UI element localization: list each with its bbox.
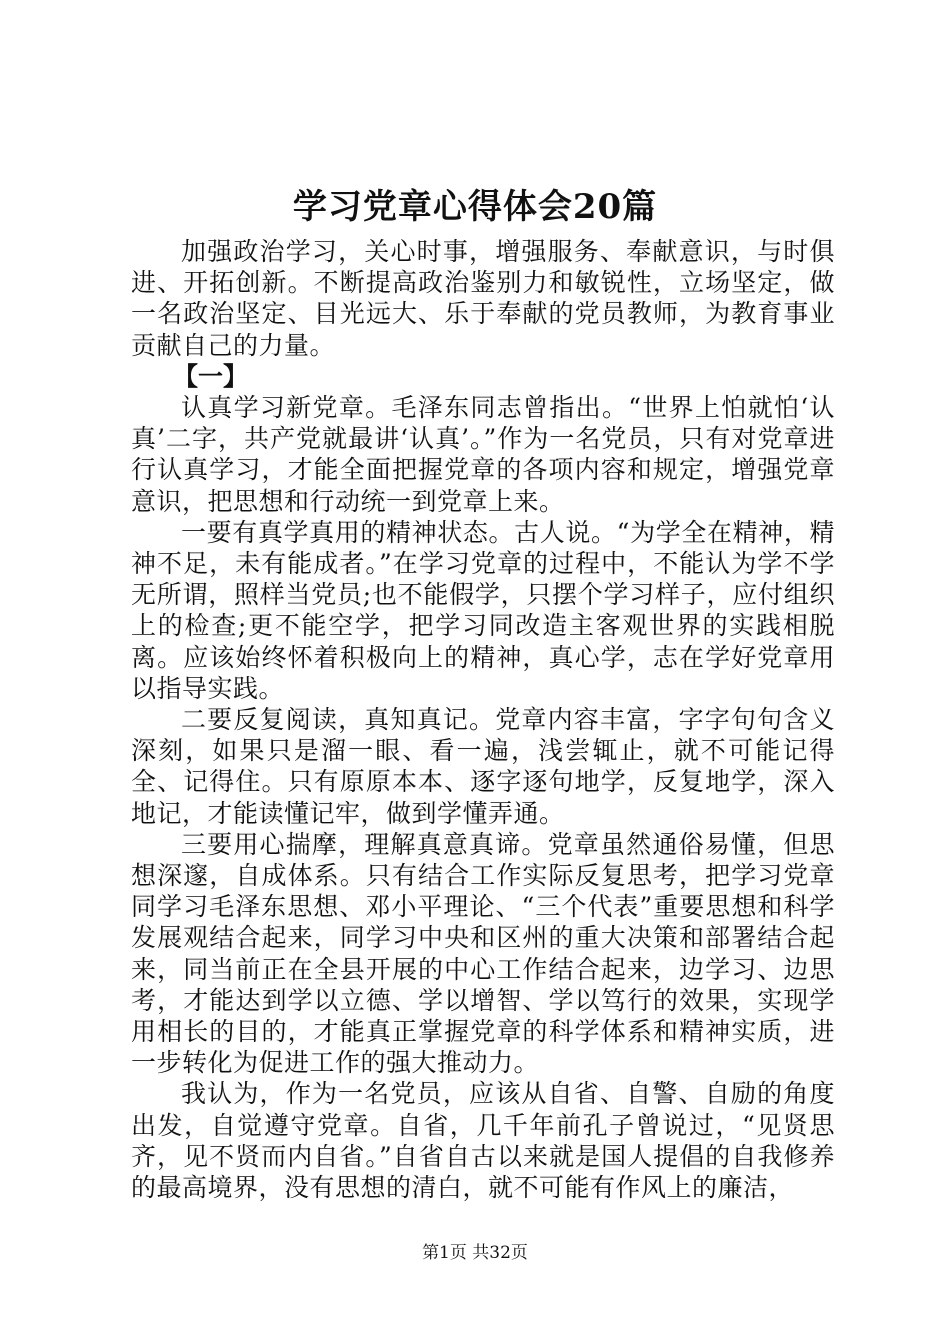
document-title: 学习党章心得体会20篇 [292,187,658,227]
paragraph-point-two: 二要反复阅读，真知真记。党章内容丰富，字字句句含义深刻，如果只是溜一眼、看一遍，浅尝辄止，就不可能记得全、记得住。只有原原本本、逐字逐句地学，反复地学，深入地记，才能读懂记牢，做到学懂弄通。 [131,705,835,828]
paragraph-self-reflection: 我认为，作为一名党员，应该从自省、自警、自励的角度出发，自觉遵守党章。自省，几千年前孔子曾说过，“见贤思齐，见不贤而内自省。”自省自古以来就是国人提倡的自我修养的最高境界，没有思想的清白，就不可能有作风上的廉洁， [131,1079,835,1203]
paragraph-point-three: 三要用心揣摩，理解真意真谛。党章虽然通俗易懂，但思想深邃，自成体系。只有结合工作实际反复思考，把学习党章同学习毛泽东思想、邓小平理论、“三个代表”重要思想和科学发展观结合起来，同学习中央和区州的重大决策和部署结合起来，同当前正在全县开展的中心工作结合起来，边学习、边思考，才能达到学以立德、学以增智、学以笃行的效果，实现学用相长的目的，才能真正掌握党章的科学体系和精神实质，进一步转化为促进工作的强大推动力。 [131,829,835,1078]
paragraph-study-charter: 认真学习新党章。毛泽东同志曾指出。“世界上怕就怕‘认真’二字，共产党就最讲‘认真’。”作为一名党员，只有对党章进行认真学习，才能全面把握党章的各项内容和规定，增强党章意识，把思想和行动统一到党章上来。 [131,393,835,516]
document-body [131,236,835,1203]
paragraph-point-one: 一要有真学真用的精神状态。古人说。“为学全在精神，精神不足，未有能成者。”在学习党章的过程中，不能认为学不学无所谓，照样当党员;也不能假学，只摆个学习样子，应付组织上的检查;更不能空学，把学习同改造主客观世界的实践相脱离。应该始终怀着积极向上的精神，真心学，志在学好党章用以指导实践。 [131,517,835,703]
paragraph-intro: 加强政治学习，关心时事，增强服务、奉献意识，与时俱进、开拓创新。不断提高政治鉴别力和敏锐性，立场坚定，做一名政治坚定、目光远大、乐于奉献的党员教师，为教育事业贡献自己的力量。 [131,237,835,360]
section-heading-one: 【一】 [173,361,249,391]
page-number-footer: 第1页 共32页 [422,1243,528,1263]
